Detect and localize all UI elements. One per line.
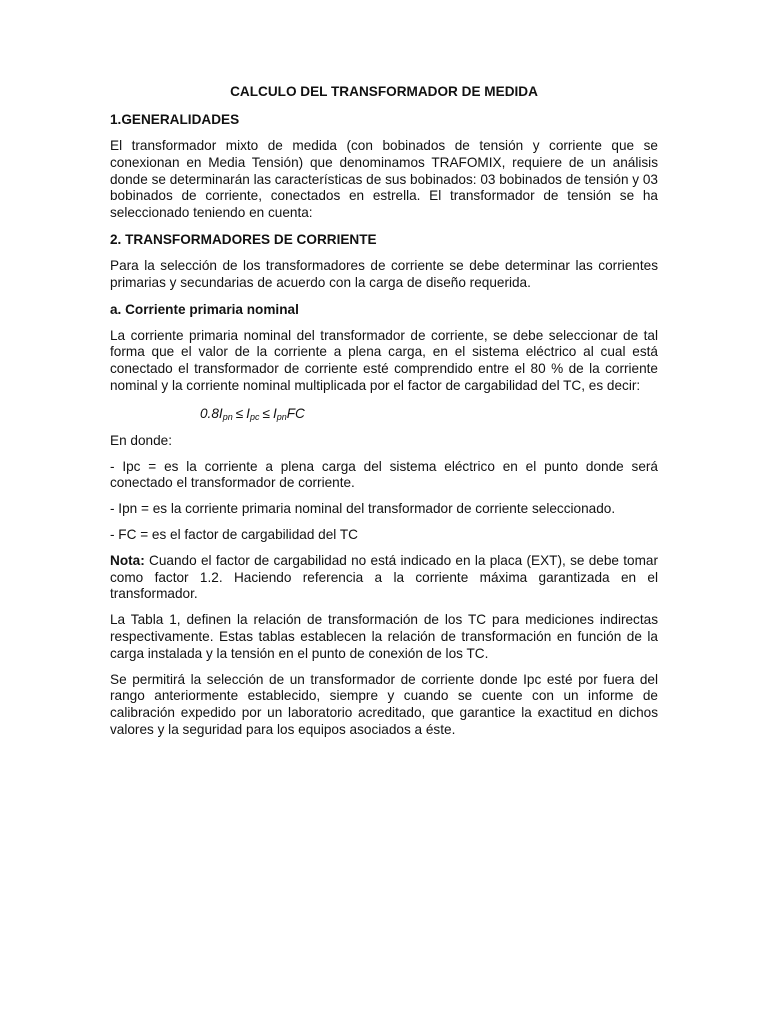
formula-tail-fc: FC (286, 405, 305, 421)
subsection-heading-corriente-primaria: a. Corriente primaria nominal (110, 301, 299, 317)
en-donde-label: En donde: (110, 432, 172, 448)
nota-label: Nota: (110, 552, 145, 568)
formula-coef: 0.8I (200, 405, 223, 421)
formula-sub-pn: pn (222, 411, 233, 422)
paragraph-final: Se permitirá la selección de un transformador de corriente donde Ipc esté por fuera del rango anteriormente establecido, siempre y cuando se cuente con un informe de calibración expedido por un laboratorio acreditado, que garantice la exactitud en dichos valores y la seguridad para los equipos asociados a éste. (110, 671, 658, 737)
section-heading-generalidades: 1.GENERALIDADES (110, 112, 240, 127)
formula-rel-2: ≤ (262, 405, 270, 421)
formula-current-range (200, 404, 658, 424)
formula-rel-1: ≤ (235, 405, 244, 421)
paragraph-generalidades: El transformador mixto de medida (con bobinados de tensión y corriente que se conexionan en Media Tensión) que denominamos TRAFOMIX, requiere de un análisis donde se determinarán las características de sus bobinados: 03 bobinados de tensión y 03 bobinados de corriente, conectados en estrella. El transformador de tensión se ha seleccionado teniendo en cuenta: (110, 138, 658, 221)
section-heading-transformadores: 2. TRANSFORMADORES DE CORRIENTE (110, 231, 377, 247)
paragraph-corriente-primaria: La corriente primaria nominal del transformador de corriente, se debe seleccionar de tal forma que el valor de la corriente a plena carga, en el sistema eléctrico al cual está conectado el transformador de corriente esté comprendido entre el 80 % de la corriente nominal y la corriente nominal multiplicada por el factor de cargabilidad del TC, es decir: (110, 327, 658, 393)
definition-ipn: - Ipn = es la corriente primaria nominal del transformador de corriente seleccionado. (110, 501, 616, 517)
formula-var-ipn: I (272, 405, 277, 421)
nota-paragraph (110, 553, 658, 603)
paragraph-transformadores: Para la selección de los transformadores de corriente se debe determinar las corrientes primarias y secundarias de acuerdo con la carga de diseño requerida. (110, 257, 658, 290)
document-title: CALCULO DEL TRANSFORMADOR DE MEDIDA (230, 84, 538, 99)
formula-sub-pc: pc (249, 411, 260, 422)
formula-sub-pn-2: pn (276, 411, 287, 422)
definition-ipc: - Ipc = es la corriente a plena carga del sistema eléctrico en el punto donde será conectado el transformador de corriente. (110, 458, 658, 491)
definition-fc: - FC = es el factor de cargabilidad del TC (110, 526, 358, 542)
formula-var-ipc: I (246, 405, 250, 421)
nota-text: Cuando el factor de cargabilidad no está indicado en la placa (EXT), se debe tomar como factor 1.2. Haciendo referencia a la corriente máxima garantizada en el transformador. (110, 552, 658, 602)
paragraph-tabla: La Tabla 1, definen la relación de transformación de los TC para mediciones indirectas respectivamente. Estas tablas establecen la relación de transformación en función de la carga instalada y la tensión en el punto de conexión de los TC. (110, 612, 658, 661)
